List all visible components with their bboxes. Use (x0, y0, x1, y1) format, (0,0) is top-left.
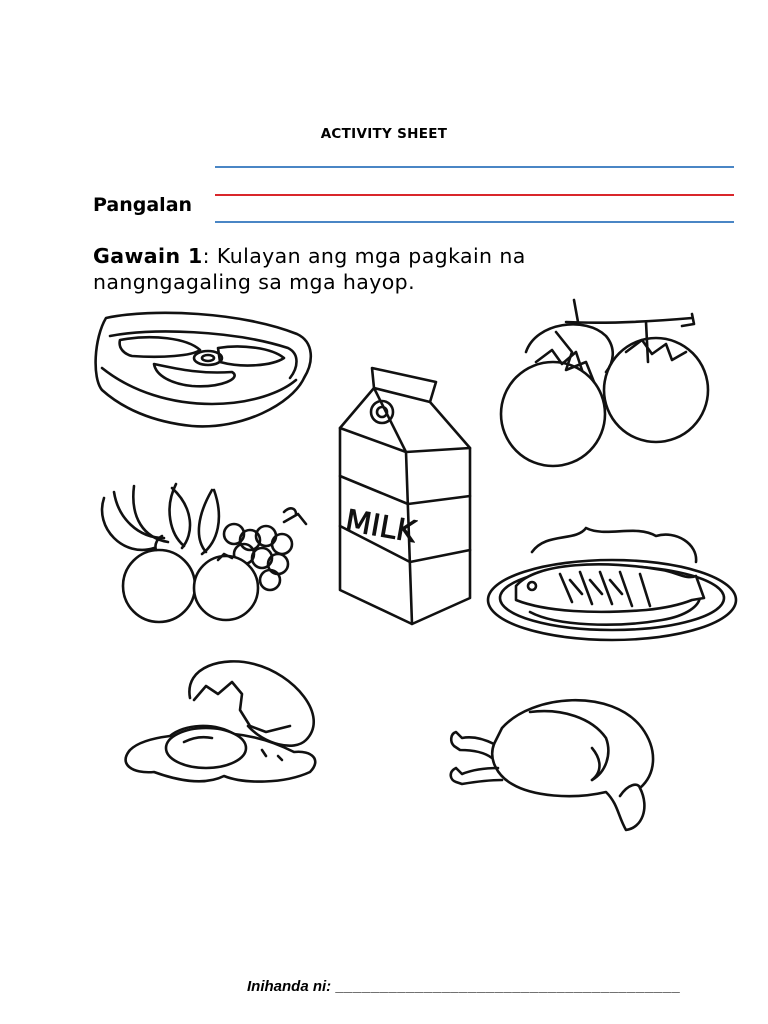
prepared-by (247, 978, 680, 995)
name-label: Pangalan (93, 194, 193, 216)
egg-illustration (114, 656, 324, 792)
signature-blank: _______________________________________ (335, 978, 681, 995)
task-instruction (93, 243, 653, 295)
chicken-illustration (442, 688, 662, 838)
prepared-by-label: Inihanda ni: (247, 978, 332, 995)
task-number: Gawain 1 (93, 244, 203, 268)
name-line-top (215, 166, 734, 168)
fruits-illustration (94, 478, 314, 624)
name-line-bottom (215, 221, 734, 223)
task-text: : Kulayan ang mga pagkain na nangngagaling sa mga hayop. (93, 244, 526, 294)
tomatoes-illustration (496, 292, 714, 462)
name-line-middle (215, 194, 734, 196)
milk-label: MILK (342, 503, 419, 551)
steak-illustration (92, 308, 317, 433)
fish-plate-illustration (486, 522, 738, 646)
milk-carton-illustration (336, 362, 476, 630)
page-title: ACTIVITY SHEET (320, 126, 448, 142)
